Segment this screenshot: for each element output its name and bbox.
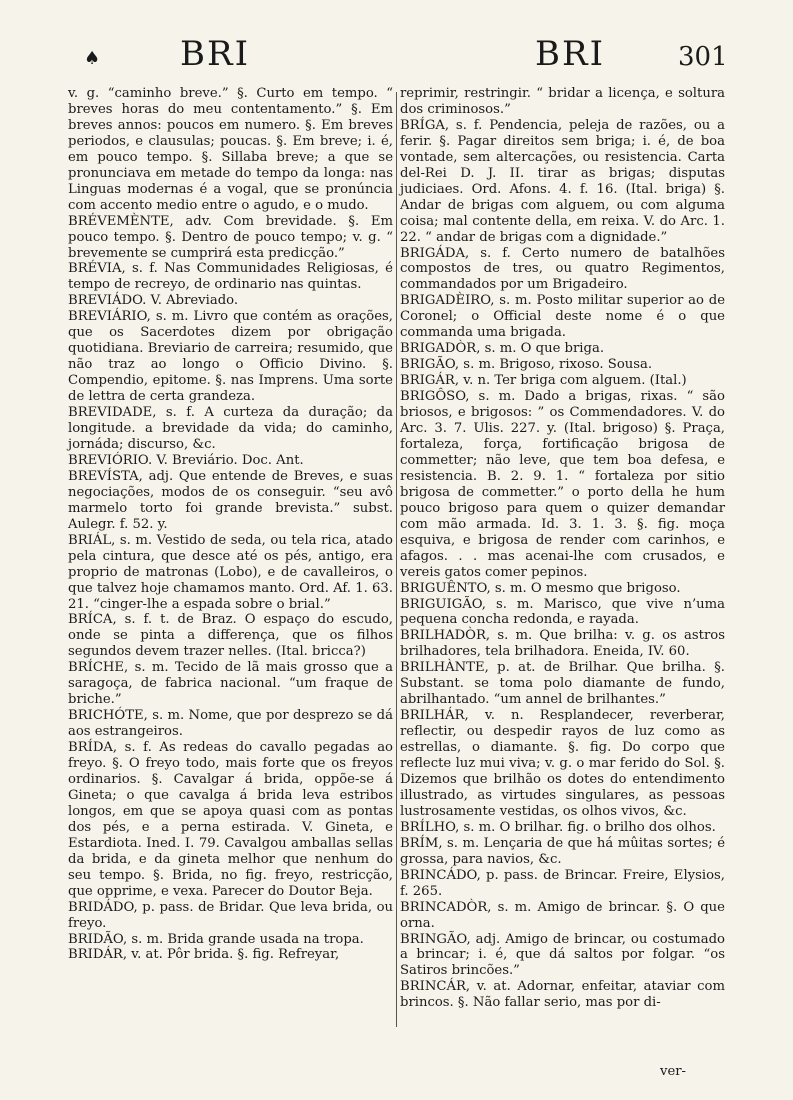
dictionary-entry: BRICHÓTE, s. m. Nome, que por desprezo se dá aos estrangeiros. bbox=[68, 708, 393, 740]
dictionary-entry: BRÉVEMÈNTE, adv. Com brevidade. §. Em pouco tempo. §. Dentro de pouco tempo; v. g. “ brevemente se cumprirá esta predicção.” bbox=[68, 213, 393, 261]
dictionary-entry: BRINCÁR, v. at. Adornar, enfeitar, ataviar com brincos. §. Não fallar serio, mas por di- bbox=[400, 979, 725, 1011]
dictionary-entry: BRIÁL, s. m. Vestido de seda, ou tela rica, atado pela cintura, que desce até os pés, antigo, era proprio de matronas (Lobo), e de cavalleiros, o que talvez hoje chamamos manto. Ord. Af. 1. 63. 21. “cinger-lhe a espada sobre o brial.” bbox=[68, 532, 393, 612]
dictionary-entry: BRILHÁR, v. n. Resplandecer, reverberar, reflectir, ou despedir rayos de luz como as estrellas, o diamante. §. fig. Do corpo que reflecte luz mui viva; v. g. o mar ferido do Sol. §. Dizemos que brilhão os dotes do entendimento illustrado, as virtudes singulares, as pessoas lustrosamente vestidas, os olhos vivos, &c. bbox=[400, 708, 725, 819]
dictionary-entry: BRIGÁDA, s. f. Certo numero de batalhões compostos de tres, ou quatro Regimentos, commandados por um Brigadeiro. bbox=[400, 245, 725, 293]
dictionary-entry: BRIGADÒR, s. m. O que briga. bbox=[400, 341, 605, 357]
dictionary-entry: BREVIÁDO. V. Abreviado. bbox=[68, 293, 239, 309]
dictionary-entry: BRÍCA, s. f. t. de Braz. O espaço do escudo, onde se pinta a differença, que os filhos segundos devem trazer nelles. (Ital. bricca?) bbox=[68, 612, 393, 660]
dictionary-entry: v. g. “caminho breve.” §. Curto em tempo. “ breves horas do meu contentamento.” §. Em breves annos: poucos em numero. §. Em breves periodos, e clausulas; poucas. §. Em breve; i. é, em pouco tempo. §. Sillaba breve; a que se pronunciava em metade do tempo da longa: nas Linguas modernas é a vogal, que se pronúncia com accento medio entre o agudo, e o mudo. bbox=[68, 86, 393, 213]
right-headword: BRI bbox=[535, 34, 606, 74]
dictionary-entry: BRINGÃO, adj. Amigo de brincar, ou costumado a brincar; i. é, que dá saltos por folgar. “os Satiros brincões.” bbox=[400, 931, 725, 979]
page-number: 301 bbox=[678, 42, 728, 72]
dictionary-entry: BRINCÁDO, p. pass. de Brincar. Freire, Elysios, f. 265. bbox=[400, 867, 725, 899]
column-divider bbox=[396, 92, 397, 1027]
left-column bbox=[68, 86, 393, 963]
dictionary-entry: BRILHADÒR, s. m. Que brilha: v. g. os astros brilhadores, tela brilhadora. Eneida, IV. 60. bbox=[400, 628, 725, 660]
dictionary-entry: BREVÍSTA, adj. Que entende de Breves, e suas negociações, modos de os conseguir. “seu avô marmelo torto foi grande brevista.” subst. Aulegr. f. 52. y. bbox=[68, 468, 393, 532]
dictionary-entry: BRÉVIA, s. f. Nas Communidades Religiosas, é tempo de recreyo, de ordinario nas quintas. bbox=[68, 261, 393, 293]
dictionary-entry: BRINCADÒR, s. m. Amigo de brincar. §. O que orna. bbox=[400, 899, 725, 931]
dictionary-entry: BRIGÁR, v. n. Ter briga com alguem. (Ital.) bbox=[400, 373, 687, 389]
dictionary-entry: BRIGUIGÃO, s. m. Marisco, que vive n’uma pequena concha redonda, e rayada. bbox=[400, 596, 725, 628]
dictionary-entry: BRILHÀNTE, p. at. de Brilhar. Que brilha. §. Substant. se toma polo diamante de fundo, abrilhantado. “um annel de brilhantes.” bbox=[400, 660, 725, 708]
left-headword: BRI bbox=[180, 34, 251, 74]
page-header bbox=[0, 34, 793, 84]
dictionary-entry: BRÍCHE, s. m. Tecido de lã mais grosso que a saragoça, de fabrica nacional. “um fraque de briche.” bbox=[68, 660, 393, 708]
dictionary-entry: BRÍGA, s. f. Pendencia, peleja de razões, ou a ferir. §. Pagar direitos sem briga; i. é, de boa vontade, sem altercações, ou resistencia. Carta del-Rei D. J. II. tirar as brigas; disputas judiciaes. Ord. Afons. 4. f. 16. (Ital. briga) §. Andar de brigas com alguem, ou com alguma coisa; mal contente della, em reixa. V. do Arc. 1. 22. “ andar de brigas com a dignidade.” bbox=[400, 117, 725, 245]
catchword: ver- bbox=[660, 1064, 687, 1079]
dictionary-entry: BRIDÁDO, p. pass. de Bridar. Que leva brida, ou freyo. bbox=[68, 899, 393, 931]
right-column bbox=[400, 86, 725, 1011]
dictionary-entry: BRIDÁR, v. at. Pôr brida. §. fig. Refreyar, bbox=[68, 947, 340, 963]
dictionary-entry: BRIGUÊNTO, s. m. O mesmo que brigoso. bbox=[400, 580, 681, 596]
dictionary-entry: BREVIÁRIO, s. m. Livro que contém as orações, que os Sacerdotes dizem por obrigação quotidiana. Breviario de carreira; resumido, que não traz ao longo o Officio Divino. §. Compendio, epitome. §. nas Imprens. Uma sorte de lettra de certa grandeza. bbox=[68, 309, 393, 405]
dictionary-entry: BRIGADÈIRO, s. m. Posto militar superior ao de Coronel; o Official deste nome é o que commanda uma brigada. bbox=[400, 293, 725, 341]
dictionary-entry: BRIDÃO, s. m. Brida grande usada na tropa. bbox=[68, 931, 364, 947]
dictionary-entry: BRIGÃO, s. m. Brigoso, rixoso. Sousa. bbox=[400, 357, 653, 373]
dictionary-entry: BRÍDA, s. f. As redeas do cavallo pegadas ao freyo. §. O freyo todo, mais forte que os freyos ordinarios. §. Cavalgar á brida, oppõe-se á Gineta; o que cavalga á brida leva estribos longos, em que se apoya quasi com as pontas dos pés, e a perna estirada. V. Gineta, e Estardiota. Ined. I. 79. Cavalgou amballas sellas da brida, e da gineta melhor que nenhum do seu tempo. §. Brida, no fig. freyo, restricção, que opprime, e vexa. Parecer do Doutor Beja. bbox=[68, 740, 393, 899]
dictionary-entry: BRÍM, s. m. Lençaria de que há mûitas sortes; é grossa, para navios, &c. bbox=[400, 835, 725, 867]
dictionary-entry: BRÍLHO, s. m. O brilhar. fig. o brilho dos olhos. bbox=[400, 819, 716, 835]
dictionary-entry: reprimir, restringir. “ bridar a licença, e soltura dos criminosos.” bbox=[400, 86, 725, 117]
dictionary-entry: BREVIDADE, s. f. A curteza da duração; da longitude. a brevidade da vida; do caminho, jornáda; discurso, &c. bbox=[68, 405, 393, 452]
dictionary-entry: BRIGÔSO, s. m. Dado a brigas, rixas. “ são briosos, e brigosos: ” os Commendadores. V. do Arc. 3. 7. Ulis. 227. y. (Ital. brigoso) §. Praça, fortaleza, força, fortificação brigosa de commetter; não leve, que tem boa defesa, e resistencia. B. 2. 9. 1. “ fortaleza por sitio brigosa de commetter.” o porto della he hum pouco brigoso para quem o quizer demandar com mão armada. Id. 3. 1. 3. §. fig. moça esquiva, e brigosa de render com carinhos, e afagos. . . mas acenai-lhe com crusados, e vereis gatos comer pepinos. bbox=[400, 389, 725, 580]
dictionary-entry: BREVIÓRIO. V. Breviário. Doc. Ant. bbox=[68, 452, 304, 468]
ornament-mark: ♠ bbox=[84, 48, 101, 69]
